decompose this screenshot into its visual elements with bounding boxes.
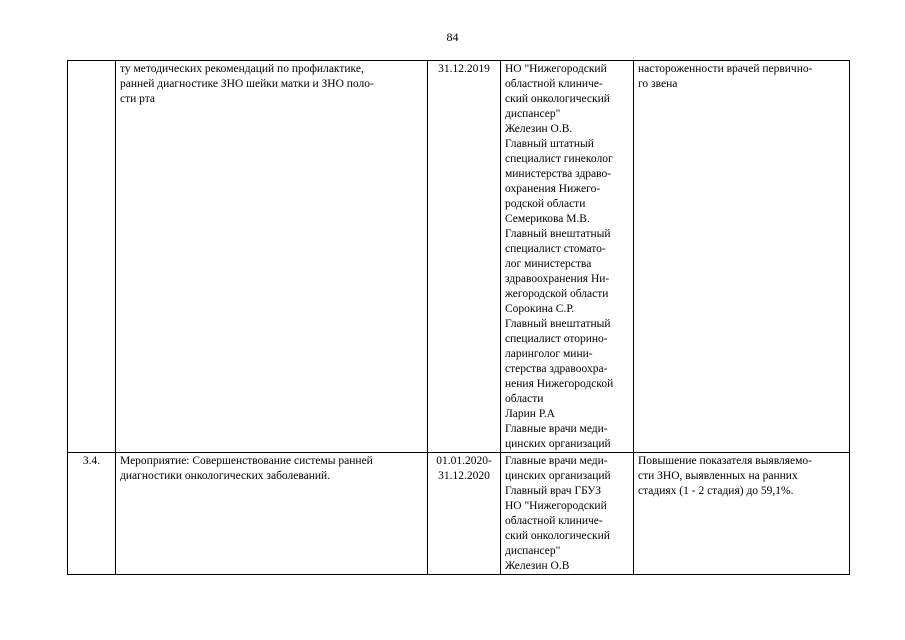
cell-text-line: ский онкологический xyxy=(505,93,610,105)
cell-text-line: сти ЗНО, выявленных на ранних xyxy=(638,470,798,482)
cell-text-line: министерства здраво- xyxy=(505,168,612,180)
cell-text-line: цинских организаций xyxy=(505,438,611,450)
cell-text-line: диспансер" xyxy=(505,108,561,120)
cell-text-line: стадиях (1 - 2 стадия) до 59,1%. xyxy=(638,485,794,497)
cell-text-line: го звена xyxy=(638,78,678,90)
cell-text-line: нения Нижегородской xyxy=(505,378,614,390)
cell-text-line: Главный штатный xyxy=(505,138,594,150)
cell-text-line: Главные врачи меди- xyxy=(505,423,608,435)
responsible-cell xyxy=(501,61,634,453)
deadline-cell xyxy=(428,61,501,453)
page-number: 84 xyxy=(446,30,459,44)
result-cell xyxy=(634,453,850,575)
cell-text-line: здравоохранения Ни- xyxy=(505,273,610,285)
cell-text-line: стерства здравоохра- xyxy=(505,363,608,375)
cell-text-line: Ларин Р.А xyxy=(505,408,555,420)
result-cell xyxy=(634,61,850,453)
cell-text-line: специалист стомато- xyxy=(505,243,606,255)
cell-text-line: специалист оторино- xyxy=(505,333,608,345)
measures-table xyxy=(67,60,850,575)
cell-text-line: НО "Нижегородский xyxy=(505,500,607,512)
table-row xyxy=(68,453,850,575)
row-number-cell: 3.4. xyxy=(68,453,116,575)
cell-text-line: ларинголог мини- xyxy=(505,348,593,360)
cell-text-line: 31.12.2019 xyxy=(438,63,490,75)
cell-text-line: родской области xyxy=(505,198,586,210)
cell-text-line: Главные врачи меди- xyxy=(505,455,608,467)
cell-text-line: Сорокина С.Р. xyxy=(505,303,575,315)
responsible-cell xyxy=(501,453,634,575)
cell-text-line: ский онкологический xyxy=(505,530,610,542)
cell-text-line: диспансер" xyxy=(505,545,561,557)
cell-text-line: Железин О.В. xyxy=(505,123,573,135)
cell-text-line: областной клиниче- xyxy=(505,78,603,90)
cell-text-line: Семерикова М.В. xyxy=(505,213,590,225)
row-number-cell xyxy=(68,61,116,453)
event-cell xyxy=(116,453,428,575)
cell-text-line: цинских организаций xyxy=(505,470,611,482)
cell-text-line: сти рта xyxy=(120,93,156,105)
cell-text-line: Повышение показателя выявляемо- xyxy=(638,455,812,467)
event-cell xyxy=(116,61,428,453)
deadline-cell xyxy=(428,453,501,575)
table-row xyxy=(68,61,850,453)
cell-text-line: НО "Нижегородский xyxy=(505,63,607,75)
cell-text-line: диагностики онкологических заболеваний. xyxy=(120,470,331,482)
cell-text-line: настороженности врачей первично- xyxy=(638,63,813,75)
cell-text-line: ту методических рекомендаций по профилактике, xyxy=(120,63,364,75)
cell-text-line: жегородской области xyxy=(505,288,609,300)
cell-text-line: Железин О.В xyxy=(505,560,570,572)
cell-text-line: лог министерства xyxy=(505,258,592,270)
cell-text-line: охранения Нижего- xyxy=(505,183,601,195)
measures-table-body xyxy=(68,61,850,575)
cell-text-line: 01.01.2020- xyxy=(436,455,492,467)
cell-text-line: специалист гинеколог xyxy=(505,153,613,165)
cell-text-line: Главный внештатный xyxy=(505,318,611,330)
cell-text-line: ранней диагностике ЗНО шейки матки и ЗНО поло- xyxy=(120,78,374,90)
cell-text-line: Главный врач ГБУЗ xyxy=(505,485,602,497)
cell-text-line: областной клиниче- xyxy=(505,515,603,527)
cell-text-line: 31.12.2020 xyxy=(438,470,490,482)
cell-text-line: области xyxy=(505,393,544,405)
cell-text-line: Главный внештатный xyxy=(505,228,611,240)
cell-text-line: Мероприятие: Совершенствование системы ранней xyxy=(120,455,373,467)
